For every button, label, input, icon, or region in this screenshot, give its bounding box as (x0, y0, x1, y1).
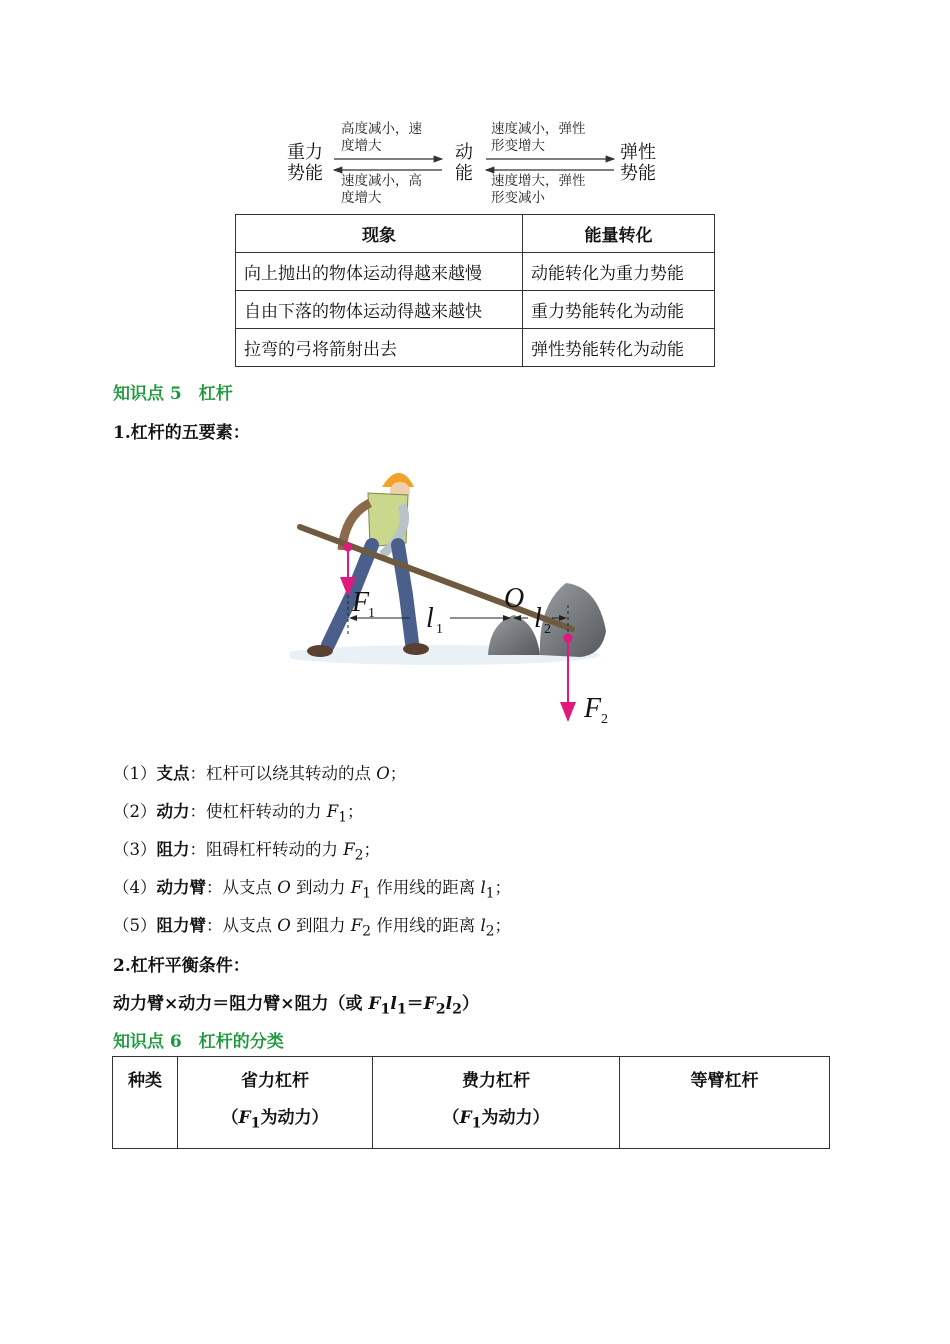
diagram-arrows (330, 150, 620, 180)
table-cell: 拉弯的弓将箭射出去 (236, 329, 523, 367)
item-text: ：使杠杆转动的力 (189, 802, 327, 821)
item-symbol: l (480, 878, 486, 897)
label-l1: l (426, 603, 434, 634)
item-symbol: F (350, 916, 363, 935)
item-resistance-arm (113, 912, 511, 939)
item-sub: 2 (362, 923, 371, 940)
note-sub: 1 (250, 1115, 261, 1132)
eq-sub: 1 (380, 1001, 391, 1018)
item-prefix: （5） (113, 916, 157, 935)
cell-note (377, 1100, 615, 1142)
label-line: 形变增大 (491, 138, 545, 154)
item-sub: 1 (485, 885, 495, 902)
table-row (236, 291, 715, 329)
fulcrum-rock (488, 615, 540, 655)
eq-symbol: F (423, 994, 436, 1014)
elastic-pe-node (620, 142, 656, 184)
item-end: ； (346, 802, 364, 821)
balance-equation (113, 989, 479, 1017)
item-sub: 2 (485, 923, 495, 940)
label-f2: F (584, 693, 602, 724)
item-prefix: （3） (113, 840, 157, 859)
cell-title: 费力杠杆 (462, 1071, 530, 1091)
table-header: 现象 (236, 215, 523, 253)
balance-text: 动力臂×动力＝阻力臂×阻力（或 (113, 994, 369, 1014)
item-symbol: F (343, 840, 355, 859)
table-cell-force-saving (178, 1057, 373, 1149)
eq-symbol: l (445, 994, 453, 1014)
label-line: 形变减小 (491, 190, 545, 206)
item-symbol: O (277, 878, 291, 897)
item-text: ：杠杆可以绕其转动的点 (189, 764, 377, 783)
item-prefix: （1） (113, 764, 157, 783)
note-symbol: F (238, 1108, 251, 1128)
label-line: 度增大 (341, 190, 382, 206)
item-text: ：阻碍杠杆转动的力 (189, 840, 344, 859)
table-cell: 向上抛出的物体运动得越来越慢 (236, 253, 523, 291)
table-cell: 动能转化为重力势能 (523, 253, 715, 291)
item-sub: 2 (354, 847, 364, 864)
item-prefix: （2） (113, 802, 157, 821)
item-sub: 1 (338, 809, 347, 826)
section-6-heading: 知识点 6 杠杆的分类 (113, 1032, 284, 1052)
item-text: ：从支点 (206, 916, 278, 935)
eq-sign: ＝ (406, 994, 424, 1014)
item-symbol: l (480, 916, 486, 935)
label-l2: l (534, 603, 542, 634)
item-symbol: O (376, 764, 390, 783)
eq-symbol: l (390, 994, 397, 1014)
node-line: 能 (455, 163, 473, 184)
table-header-row (236, 215, 715, 253)
label-line: 高度减小，速 (341, 121, 422, 137)
table-cell-kind: 种类 (113, 1057, 178, 1149)
item-end: ； (494, 916, 512, 935)
lever-elements-title: 1.杠杆的五要素： (113, 423, 250, 443)
worker-leg-right (398, 545, 412, 643)
item-text: 到动力 (290, 878, 351, 897)
node-line: 弹性 (620, 142, 656, 163)
balance-condition-title: 2.杠杆平衡条件： (113, 956, 250, 976)
item-effort-arm (113, 874, 511, 901)
table-cell-force-costing (373, 1057, 620, 1149)
item-symbol: F (350, 878, 363, 897)
eq-sub: 2 (435, 1001, 446, 1018)
energy-conversion-table (235, 214, 715, 367)
item-symbol: O (277, 916, 291, 935)
node-line: 重力 (287, 142, 323, 163)
item-fulcrum (113, 760, 406, 784)
item-sub: 1 (362, 885, 371, 902)
lever-classification-table (112, 1056, 830, 1149)
table-cell: 弹性势能转化为动能 (523, 329, 715, 367)
node-line: 势能 (287, 163, 323, 184)
table-row (236, 329, 715, 367)
node-line: 动 (455, 142, 473, 163)
worker-boot-left (307, 645, 333, 657)
note-part: 为动力） (260, 1108, 329, 1128)
section-5-heading: 知识点 5 杠杆 (113, 384, 233, 404)
label-f1-sub: 1 (368, 606, 375, 621)
item-prefix: （4） (113, 878, 157, 897)
item-term: 支点 (156, 764, 190, 783)
note-part: （ (221, 1108, 239, 1128)
table-cell: 自由下落的物体运动得越来越快 (236, 291, 523, 329)
label-l2-sub: 2 (544, 622, 551, 637)
note-symbol: F (459, 1108, 472, 1128)
item-term: 阻力 (156, 840, 190, 859)
note-part: 为动力） (481, 1108, 550, 1128)
note-part: （ (442, 1108, 460, 1128)
item-effort (113, 798, 363, 825)
eq-symbol: F (368, 994, 381, 1014)
item-end: ； (389, 764, 407, 783)
gravitational-pe-node (287, 142, 323, 184)
label-line: 速度增大，弹性 (491, 173, 586, 189)
label-o: O (504, 583, 525, 614)
item-end: ； (363, 840, 380, 859)
eq-sub: 2 (452, 1001, 462, 1018)
label-line: 度增大 (341, 138, 382, 154)
label-line: 速度减小，高 (341, 173, 422, 189)
table-cell: 重力势能转化为动能 (523, 291, 715, 329)
label-l1-sub: 1 (436, 622, 443, 637)
balance-close: ） (461, 994, 479, 1014)
table-row (236, 253, 715, 291)
item-text: 作用线的距离 (370, 916, 481, 935)
item-end: ； (494, 878, 512, 897)
table-cell-equal-arm: 等臂杠杆 (620, 1057, 830, 1149)
label-line: 速度减小，弹性 (491, 121, 586, 137)
item-resistance (113, 836, 380, 863)
item-text: 作用线的距离 (370, 878, 481, 897)
item-text: ：从支点 (206, 878, 278, 897)
item-term: 阻力臂 (156, 916, 206, 935)
worker-boot-right (403, 643, 429, 655)
node-line: 势能 (620, 163, 656, 184)
item-text: 到阻力 (290, 916, 351, 935)
item-symbol: F (326, 802, 339, 821)
note-sub: 1 (471, 1115, 482, 1132)
cell-note (182, 1100, 368, 1142)
label-f2-sub: 2 (601, 712, 608, 727)
item-term: 动力 (156, 802, 190, 821)
lever-figure (290, 455, 630, 740)
item-term: 动力臂 (156, 878, 206, 897)
label-f1: F (352, 587, 370, 618)
cell-title: 省力杠杆 (241, 1071, 309, 1091)
eq-sub: 1 (396, 1001, 407, 1018)
table-header: 能量转化 (523, 215, 715, 253)
table-row (113, 1057, 830, 1149)
